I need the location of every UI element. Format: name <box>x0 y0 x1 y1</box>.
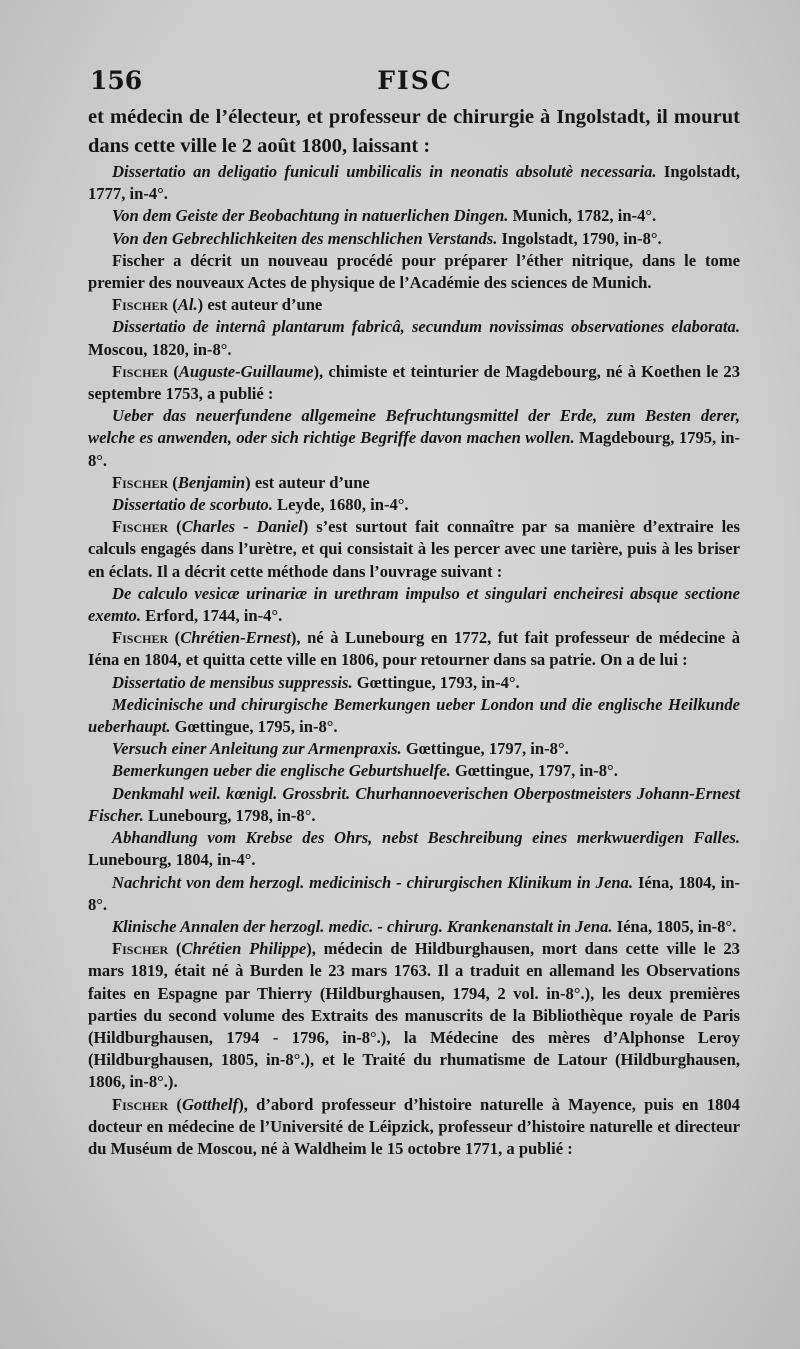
entry-text: s’est surtout fait connaître par sa manière d’extraire les calculs engagés dans l’urètre, et qui consistait à les percer avec une tarière, puis à les briser en éclats. Il a décrit cette méthode dans l’ouvrage suivant : <box>88 517 740 581</box>
bibliography-entry <box>88 872 740 916</box>
entries <box>88 161 740 1160</box>
bibliography-entry <box>88 694 740 738</box>
entry-text: Magdebourg, 1795, in-8°. <box>88 428 740 470</box>
entry-text: Gœttingue, 1795, in-8°. <box>170 717 338 737</box>
intro-paragraph: et médecin de l’électeur, et professeur de chirurgie à Ingolstadt, il mourut dans cette ville le 2 août 1800, laissant : <box>88 106 740 157</box>
author-entry: Fischer (Chrétien Philippe), médecin de Hildburghausen, mort dans cette ville le 23 mars 1819, était né à Burden le 23 mars 1763. Il a traduit en allemand les Observations faites en Espagne par Thierry (Hildburghausen, 1794, 2 vol. in-8°.), les deux premières parties du second volume des Extraits des manuscrits de la Bibliothèque royale de Paris (Hildburghausen, 1794 - 1796, in-8°.), la Médecine des mères d’Alphonse Leroy (Hildburghausen, 1805, in-8°.), et le Traité du rhumatisme de Latour (Hildburghausen, 1806, in-8°.). <box>88 939 740 1092</box>
bibliography-entry <box>88 583 740 627</box>
entry-text: Fischer a décrit un nouveau procédé pour préparer l’éther nitrique, dans le tome premier des nouveaux Actes de physique de l’Académie des sciences de Munich. <box>88 250 740 293</box>
bibliography-entry <box>88 316 740 360</box>
author-surname: Fischer <box>112 1094 169 1114</box>
bibliography-entry <box>88 161 740 205</box>
entry-text: , chimiste et teinturier de Magdebourg, né à Koethen le 23 septembre 1753, a publié : <box>88 361 740 404</box>
work-title: Ueber das neuerfundene allgemeine Befruchtungsmittel der Erde, zum Besten derer, welche es anwenden, oder sich richtige Begriffe davon machen wollen. <box>88 406 740 448</box>
work-title: Dissertatio de internâ plantarum fabricâ, secundum novissimas observationes elaborata. <box>112 317 740 337</box>
bibliography-entry <box>88 760 740 782</box>
work-title: Dissertatio de mensibus suppressis. <box>112 672 353 692</box>
entry-text: Ingolstadt, 1790, in-8°. <box>497 228 662 248</box>
entry-text: Leyde, 1680, in-4°. <box>272 495 409 515</box>
work-title: Dissertatio an deligatio funiculi umbilicalis in neonatis absolutè necessaria. <box>112 162 657 181</box>
author-surname: Fischer <box>112 472 169 492</box>
page-header <box>90 66 740 100</box>
entry-text: Erford, 1744, in-4°. <box>141 606 283 626</box>
work-title: De calculo vesicæ urinariæ in urethram impulso et singulari encheiresi absque sectione exemto. <box>88 583 740 626</box>
author-entry: Fischer (Benjamin) est auteur d’une <box>112 472 370 492</box>
author-surname: Fischer <box>112 517 169 537</box>
bibliography-entry <box>88 738 740 760</box>
work-title: Nachricht von dem herzogl. medicinisch - chirurgischen Klinikum in Jena. <box>112 872 634 892</box>
entry-text: Ingolstadt, 1777, in-4°. <box>88 162 740 204</box>
author-entry: Fischer (Auguste-Guillaume), chimiste et teinturier de Magdebourg, né à Koethen le 23 septembre 1753, a publié : <box>88 361 740 404</box>
entry-text: Munich, 1782, in-4°. <box>508 206 657 226</box>
bibliography-entry <box>88 205 740 227</box>
work-title: Denkmahl weil. kœnigl. Grossbrit. Churhannoeverischen Oberpostmeisters Johann-Ernest Fischer. <box>88 783 740 825</box>
work-title: Klinische Annalen der herzogl. medic. - chirurg. Krankenanstalt in Jena. <box>112 916 613 936</box>
author-entry: Fischer (Chrétien-Ernest), né à Lunebourg en 1772, fut fait professeur de médecine à Iéna en 1804, et quitta cette ville en 1806, pour retourner dans sa patrie. On a de lui : <box>88 628 740 670</box>
author-entry: Fischer (Al.) est auteur d’une <box>112 295 323 315</box>
author-entry: Fischer (Gotthelf), d’abord professeur d’histoire naturelle à Mayence, puis en 1804 docteur en médecine de l’Université de Léipzick, professeur d’histoire naturelle et directeur du Muséum de Moscou, né à Waldheim le 15 octobre 1771, a publié : <box>88 1094 740 1158</box>
work-title: Dissertatio de scorbuto. <box>112 495 273 515</box>
entry-text: est auteur d’une <box>203 295 323 315</box>
author-given-name: Auguste-Guillaume <box>178 361 314 381</box>
entry-text: Lunebourg, 1798, in-8°. <box>143 805 316 825</box>
entry-text: Iéna, 1804, in-8°. <box>88 872 740 914</box>
work-title: Abhandlung vom Krebse des Ohrs, nebst Beschreibung eines merkwuerdigen Falles. <box>112 828 740 848</box>
author-surname: Fischer <box>112 628 169 648</box>
work-title: Von dem Geiste der Beobachtung in natuerlichen Dingen. <box>112 206 509 226</box>
author-given-name: Chrétien Philippe <box>181 939 307 959</box>
author-surname: Fischer <box>112 361 169 381</box>
author-surname: Fischer <box>112 295 169 315</box>
entry-text: Gœttingue, 1797, in-8°. <box>450 761 618 781</box>
page-number: 156 <box>90 66 143 95</box>
entry-text: Gœttingue, 1797, in-8°. <box>401 739 569 759</box>
work-title: Versuch einer Anleitung zur Armenpraxis. <box>112 739 402 759</box>
author-entry: Fischer (Charles - Daniel) s’est surtout fait connaître par sa manière d’extraire les calculs engagés dans l’urètre, et qui consistait à les percer avec une tarière, puis à les briser en éclats. Il a décrit cette méthode dans l’ouvrage suivant : <box>88 517 740 581</box>
author-given-name: Chrétien-Ernest <box>180 628 291 648</box>
author-surname: Fischer <box>112 939 169 959</box>
work-title: Bemerkungen ueber die englische Geburtshuelfe. <box>112 761 451 781</box>
bibliography-entry <box>88 827 740 871</box>
page-text <box>88 103 740 1160</box>
body-paragraph <box>88 250 740 294</box>
bibliography-entry <box>88 494 740 516</box>
bibliography-entry <box>88 916 740 938</box>
running-head: FISC <box>377 66 453 95</box>
entry-text: , médecin de Hildburghausen, mort dans cette ville le 23 mars 1819, était né à Burden le 23 mars 1763. Il a traduit en allemand les Observations faites en Espagne par Thierry (Hildburghausen, 1794, 2 vol. in-8°.), les deux premières parties du second volume des Extraits des manuscrits de la Bibliothèque royale de Paris (Hildburghausen, 1794 - 1796, in-8°.), la Médecine des mères d’Alphonse Leroy (Hildburghausen, 1805, in-8°.), et le Traité du rhumatisme de Latour (Hildburghausen, 1806, in-8°.). <box>88 939 740 1092</box>
author-given-name: Gotthelf <box>181 1094 239 1114</box>
entry-text: est auteur d’une <box>250 472 370 492</box>
author-given-name: Charles - Daniel <box>181 517 303 537</box>
bibliography-entry <box>88 228 740 250</box>
entry-text: Gœttingue, 1793, in-4°. <box>352 672 520 692</box>
entry-text: , né à Lunebourg en 1772, fut fait professeur de médecine à Iéna en 1804, et quitta cette ville en 1806, pour retourner dans sa patrie. On a de lui : <box>88 628 740 670</box>
bibliography-entry <box>88 405 740 472</box>
author-given-name: Al. <box>177 295 198 315</box>
entry-text: , d’abord professeur d’histoire naturelle à Mayence, puis en 1804 docteur en médecine de l’Université de Léipzick, professeur d’histoire naturelle et directeur du Muséum de Moscou, né à Waldheim le 15 octobre 1771, a publié : <box>88 1094 740 1158</box>
entry-text: Moscou, 1820, in-8°. <box>88 339 232 359</box>
work-title: Von den Gebrechlichkeiten des menschlichen Verstands. <box>112 228 498 248</box>
entry-text: Iéna, 1805, in-8°. <box>612 916 737 936</box>
entry-text: Lunebourg, 1804, in-4°. <box>88 850 256 870</box>
bibliography-entry <box>88 672 740 694</box>
bibliography-entry <box>88 783 740 827</box>
work-title: Medicinische und chirurgische Bemerkungen ueber London und die englische Heilkunde ueberhaupt. <box>88 694 740 737</box>
author-given-name: Benjamin <box>177 472 246 492</box>
